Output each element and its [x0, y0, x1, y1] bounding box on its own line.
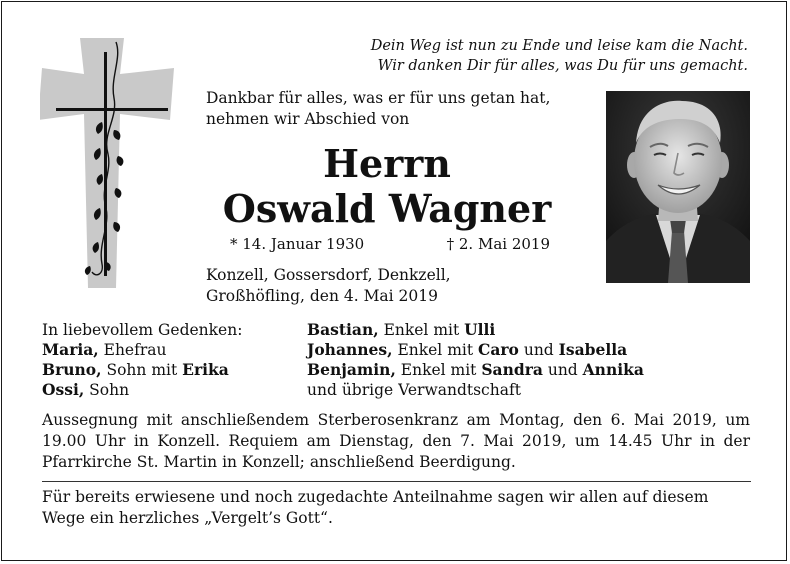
deceased-name: Oswald Wagner — [222, 186, 552, 231]
place-line: Konzell, Gossersdorf, Denkzell, — [206, 266, 451, 284]
mourner-entry — [307, 340, 727, 360]
poem — [371, 36, 748, 76]
mourner-partner: Caro — [478, 340, 519, 359]
mourner-relation: Enkel mit — [392, 341, 479, 359]
salutation: Herrn — [323, 141, 451, 186]
mourner-name: Maria, — [42, 340, 99, 359]
mourner-conjunction: und — [542, 361, 583, 379]
life-dates — [230, 235, 550, 253]
mourner-name: Bruno, — [42, 360, 102, 379]
mourner-name: Ossi, — [42, 380, 85, 399]
mourners-left-column — [42, 320, 302, 400]
place-and-date — [206, 265, 451, 307]
mourner-relation: Sohn — [84, 381, 130, 399]
intro-line: Dankbar für alles, was er für uns getan hat, — [206, 89, 551, 107]
place-line: Großhöfling, den 4. Mai 2019 — [206, 287, 439, 305]
portrait-photo — [606, 91, 750, 283]
mourner-entry — [307, 360, 727, 380]
mourner-partner: Annika — [582, 360, 644, 379]
mourner-entry — [42, 380, 302, 400]
mourner-partner: Sandra — [481, 360, 543, 379]
mourner-relation: Sohn mit — [101, 361, 183, 379]
mourner-entry — [42, 340, 302, 360]
intro-text — [206, 88, 550, 130]
death-date: † 2. Mai 2019 — [446, 235, 550, 253]
relatives-line: und übrige Verwandtschaft — [307, 381, 521, 399]
poem-line: Dein Weg ist nun zu Ende und leise kam die Nacht. — [370, 38, 748, 54]
mourners-right-column — [307, 320, 727, 400]
mourner-relation: Ehefrau — [98, 341, 167, 359]
mourner-partner: Ulli — [464, 320, 496, 339]
cross-with-ivy-icon — [40, 38, 180, 288]
mourner-name: Benjamin, — [307, 360, 396, 379]
mourner-name: Bastian, — [307, 320, 379, 339]
mourner-conjunction: und — [518, 341, 559, 359]
mourner-relation: Enkel mit — [378, 321, 465, 339]
intro-line: nehmen wir Abschied von — [206, 110, 410, 128]
poem-line: Wir danken Dir für alles, was Du für uns gemacht. — [377, 58, 748, 74]
service-details — [42, 410, 750, 473]
mourners-heading: In liebevollem Gedenken: — [42, 321, 243, 339]
mourner-name: Johannes, — [307, 340, 393, 359]
mourner-relation: Enkel mit — [395, 361, 482, 379]
divider — [42, 481, 751, 482]
service-text: Aussegnung mit anschließendem Sterberosenkranz am Montag, den 6. Mai 2019, um 19.00 Uhr in Konzell. Requiem am Dienstag, den 7. Mai 2019, um 14.45 Uhr in der Pfarrkirche St. Martin in Konzell; anschließend Beerdigung. — [42, 411, 750, 471]
mourner-partner: Isabella — [558, 340, 628, 359]
mourner-partner: Erika — [182, 360, 229, 379]
thanks-text: Für bereits erwiesene und noch zugedachte Anteilnahme sagen wir allen auf diesem Wege ein herzliches „Vergelt’s Gott“. — [42, 488, 709, 527]
portrait-illustration — [606, 91, 750, 283]
obituary-card — [1, 1, 787, 561]
mourner-entry — [307, 320, 727, 340]
birth-date: * 14. Januar 1930 — [230, 235, 365, 253]
mourner-entry — [42, 360, 302, 380]
